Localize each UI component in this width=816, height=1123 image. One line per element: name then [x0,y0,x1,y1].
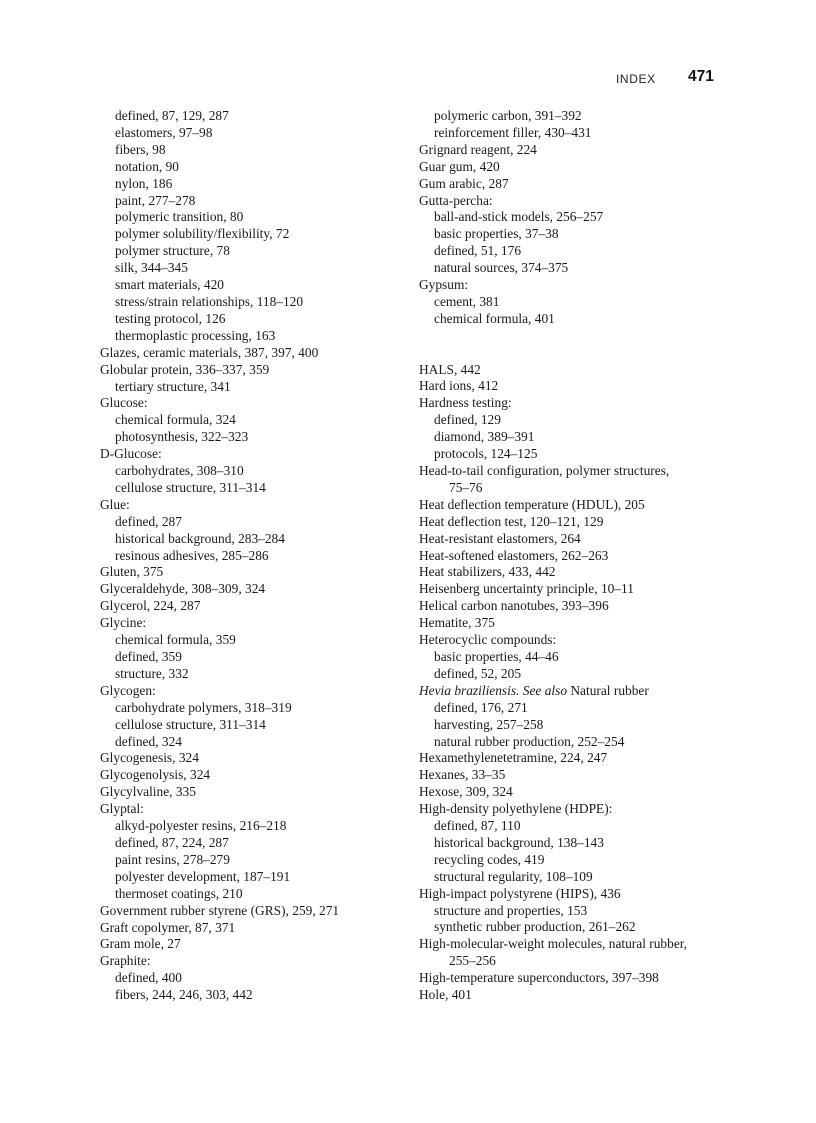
index-subentry [100,649,400,666]
index-entry-text: reinforcement filler, 430–431 [434,124,592,140]
index-entry-text: resinous adhesives, 285–286 [115,547,269,563]
index-subentry [100,666,400,683]
index-subentry [100,632,400,649]
index-entry-text: defined, 52, 205 [434,665,522,681]
index-entry-text: defined, 129 [434,412,501,428]
index-entry-text: Hexanes, 33–35 [419,767,506,783]
index-entry-text: defined, 324 [115,733,182,749]
index-entry-text: polymeric transition, 80 [115,209,244,225]
index-entry-text: natural sources, 374–375 [434,260,569,276]
index-entry-continuation [419,480,739,497]
index-subentry [100,429,400,446]
index-entry-text: stress/strain relationships, 118–120 [115,293,304,309]
index-subentry [100,818,400,835]
index-entry-text: Grignard reagent, 224 [419,141,537,157]
index-entry-text: Hole, 401 [419,987,472,1003]
index-subentry [100,277,400,294]
index-entry-text: structural regularity, 108–109 [434,868,593,884]
index-subentry [419,429,739,446]
index-entry [419,514,739,531]
index-entry-text: thermoset coatings, 210 [115,885,243,901]
index-entry [419,378,739,395]
index-entry [419,615,739,632]
index-entry-text: Guar gum, 420 [419,158,500,174]
index-entry-text: 255–256 [449,953,496,969]
index-entry [419,936,739,953]
index-entry-text: historical background, 138–143 [434,834,604,850]
index-subentry [100,379,400,396]
index-entry [100,953,400,970]
index-entry-text: Gutta-percha: [419,192,493,208]
index-subentry [100,176,400,193]
index-subentry [100,852,400,869]
page-number: 471 [688,68,714,85]
index-entry-text: cellulose structure, 311–314 [115,716,266,732]
index-subentry [100,734,400,751]
index-entry-text: Heat deflection test, 120–121, 129 [419,513,604,529]
index-entry [419,581,739,598]
index-subentry [100,835,400,852]
index-entry [419,277,739,294]
index-subentry [419,734,739,751]
index-entry [100,395,400,412]
index-subentry [100,463,400,480]
index-subentry [100,886,400,903]
index-entry-text: carbohydrates, 308–310 [115,463,244,479]
index-entry-text: Hard ions, 412 [419,378,499,394]
index-entry-text: natural rubber production, 252–254 [434,733,625,749]
index-subentry [419,243,739,260]
index-entry-text: defined, 359 [115,649,182,664]
index-entry [100,581,400,598]
index-entry-text: Heat stabilizers, 433, 442 [419,564,556,580]
index-entry [419,548,739,565]
index-entry-text: High-molecular-weight molecules, natural rubber, [419,936,688,952]
index-entry-text: polyester development, 187–191 [115,868,291,884]
index-entry [100,564,400,581]
index-subentry [100,294,400,311]
index-subentry [100,159,400,176]
index-entry-text: Hexose, 309, 324 [419,784,513,800]
index-entry-text: polymeric carbon, 391–392 [434,108,582,123]
section-spacer [419,328,739,345]
index-entry [419,886,739,903]
index-entry-text: Glycogenesis, 324 [100,750,199,766]
index-subentry [100,548,400,565]
index-entry-text: Glue: [100,496,130,512]
index-entry [419,463,739,480]
index-entry-text: defined, 400 [115,970,182,986]
index-entry-text: defined, 87, 110 [434,818,521,834]
index-entry [419,632,739,649]
index-entry-text: paint, 277–278 [115,192,196,208]
index-entry-text: cellulose structure, 311–314 [115,479,266,495]
index-entry [100,750,400,767]
index-entry [419,193,739,210]
index-entry [419,159,739,176]
index-subentry [100,970,400,987]
index-subentry [419,294,739,311]
index-entry-text: cement, 381 [434,293,500,309]
index-entry [419,564,739,581]
index-entry-text: fibers, 244, 246, 303, 442 [115,987,253,1003]
index-entry-text: Heat deflection temperature (HDUL), 205 [419,496,645,512]
index-entry [419,598,739,615]
index-subentry [100,226,400,243]
index-entry [100,903,400,920]
index-subentry [419,717,739,734]
index-subentry [100,108,400,125]
index-subentry [100,142,400,159]
index-entry-text: 75–76 [449,479,483,495]
index-entry-text: Hardness testing: [419,395,512,411]
index-entry-text: polymer solubility/flexibility, 72 [115,226,290,242]
index-entry [100,615,400,632]
index-subentry [100,328,400,345]
index-entry-text: Gypsum: [419,277,469,293]
index-entry-text: carbohydrate polymers, 318–319 [115,699,292,715]
index-subentry [100,717,400,734]
index-entry-text: Graft copolymer, 87, 371 [100,919,236,935]
index-entry-text: Glycogenolysis, 324 [100,767,211,783]
index-entry [419,750,739,767]
index-subentry [100,987,400,1004]
index-entry [100,936,400,953]
index-entry-text: elastomers, 97–98 [115,124,213,140]
index-entry-text: smart materials, 420 [115,277,224,293]
index-entry-text: Government rubber styrene (GRS), 259, 271 [100,902,340,918]
index-entry-text: Graphite: [100,953,151,969]
index-entry-text: Heat-resistant elastomers, 264 [419,530,581,546]
index-entry [419,987,739,1004]
index-entry-text: defined, 51, 176 [434,243,522,259]
index-entry-text: basic properties, 37–38 [434,226,559,242]
index-entry-text: chemical formula, 359 [115,632,236,648]
index-entry-text: fibers, 98 [115,141,166,157]
index-subentry [419,649,739,666]
index-subentry [100,700,400,717]
index-entry-text: Glyceraldehyde, 308–309, 324 [100,581,266,597]
index-entry-text: structure, 332 [115,665,189,681]
index-entry-text: nylon, 186 [115,175,173,191]
index-entry-text: tertiary structure, 341 [115,378,231,394]
index-entry [419,801,739,818]
index-entry [419,395,739,412]
index-entry-text: Glucose: [100,395,148,411]
index-entry-text: Glyptal: [100,801,144,817]
index-entry-text: Gram mole, 27 [100,936,181,952]
index-entry-text: notation, 90 [115,158,179,174]
index-subentry [100,412,400,429]
index-entry-text: Heterocyclic compounds: [419,632,557,648]
index-entry [100,497,400,514]
index-entry-text: Head-to-tail configuration, polymer structures, [419,463,670,478]
index-entry-text: diamond, 389–391 [434,429,535,445]
index-subentry [100,514,400,531]
index-entry-text: Globular protein, 336–337, 359 [100,361,270,377]
index-subentry [100,480,400,497]
index-entry [100,920,400,937]
index-subentry [419,666,739,683]
index-subentry [419,818,739,835]
index-subentry [100,125,400,142]
index-entry-text: historical background, 283–284 [115,530,285,546]
index-entry [100,767,400,784]
index-entry-text: Glycine: [100,615,147,631]
index-subentry [419,919,739,936]
index-subentry [419,835,739,852]
index-entry-text: protocols, 124–125 [434,446,538,462]
index-entry-text: defined, 176, 271 [434,699,528,715]
index-column-left [100,108,400,1004]
index-entry-text: Gum arabic, 287 [419,175,509,191]
index-subentry [419,125,739,142]
index-entry [419,362,739,379]
running-header [0,70,816,92]
index-subentry [419,108,739,125]
index-subentry [419,903,739,920]
index-entry-text: Natural rubber [567,682,649,698]
index-entry-text: photosynthesis, 322–323 [115,429,249,445]
index-entry [419,683,739,700]
index-entry-text: Glycogen: [100,682,156,698]
index-entry-text: High-temperature superconductors, 397–398 [419,970,659,986]
index-entry-text: High-impact polystyrene (HIPS), 436 [419,885,621,901]
index-entry [100,362,400,379]
index-entry-text: D-Glucose: [100,446,162,462]
header-label: INDEX [616,72,656,86]
index-entry-text: harvesting, 257–258 [434,716,544,732]
index-entry-text: Heisenberg uncertainty principle, 10–11 [419,581,634,597]
index-subentry [419,869,739,886]
index-entry-text: paint resins, 278–279 [115,851,230,867]
index-entry-text: thermoplastic processing, 163 [115,327,276,343]
index-subentry [419,852,739,869]
index-entry-text: ball-and-stick models, 256–257 [434,209,604,225]
index-entry [100,345,400,362]
index-entry [100,801,400,818]
index-entry-text: defined, 87, 224, 287 [115,834,229,850]
index-subentry [100,311,400,328]
index-entry-text: High-density polyethylene (HDPE): [419,801,613,817]
index-entry-italic: Hevia braziliensis. See also [419,682,568,698]
index-entry-text: alkyd-polyester resins, 216–218 [115,818,287,834]
index-subentry [100,531,400,548]
index-entry-text: Hematite, 375 [419,615,495,631]
index-entry-text: Gluten, 375 [100,564,164,580]
index-subentry [419,446,739,463]
index-subentry [419,209,739,226]
index-subentry [419,311,739,328]
index-subentry [100,243,400,260]
index-subentry [100,209,400,226]
index-entry [100,446,400,463]
index-entry-text: synthetic rubber production, 261–262 [434,919,636,935]
index-entry-text: Glycylvaline, 335 [100,784,196,800]
index-entry-text: basic properties, 44–46 [434,648,559,664]
index-entry-text: polymer structure, 78 [115,243,230,259]
index-entry [419,142,739,159]
index-entry-text: recycling codes, 419 [434,851,545,867]
index-entry-text: chemical formula, 401 [434,310,555,326]
index-subentry [419,412,739,429]
index-column-right [419,108,739,1004]
index-entry-text: defined, 287 [115,513,182,529]
index-subentry [100,869,400,886]
index-entry-text: Glazes, ceramic materials, 387, 397, 400 [100,344,319,360]
index-entry [419,176,739,193]
index-entry [100,784,400,801]
index-entry [419,531,739,548]
index-entry-text: chemical formula, 324 [115,412,236,428]
index-entry [419,767,739,784]
index-entry-continuation [419,953,739,970]
index-entry [419,970,739,987]
index-entry-text: HALS, 442 [419,361,481,377]
index-entry-text: Helical carbon nanotubes, 393–396 [419,598,609,614]
index-subentry [419,260,739,277]
index-entry-text: Heat-softened elastomers, 262–263 [419,547,609,563]
index-subentry [100,260,400,277]
index-entry-text: Glycerol, 224, 287 [100,598,201,614]
index-entry-text: testing protocol, 126 [115,310,226,326]
index-entry [100,598,400,615]
index-entry-text: structure and properties, 153 [434,902,588,918]
index-entry-text: Hexamethylenetetramine, 224, 247 [419,750,608,766]
index-entry-text: defined, 87, 129, 287 [115,108,229,123]
index-entry [419,784,739,801]
index-entry [419,497,739,514]
section-spacer [419,345,739,362]
index-entry-text: silk, 344–345 [115,260,188,276]
index-subentry [419,226,739,243]
index-subentry [100,193,400,210]
index-subentry [419,700,739,717]
index-entry [100,683,400,700]
